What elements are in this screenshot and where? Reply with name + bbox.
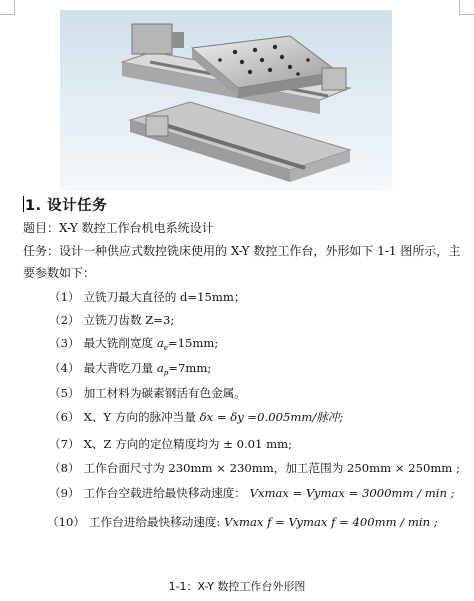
text-cursor [23,196,24,212]
param-item: （2） 立铣刀齿数 Z=3; [49,313,175,327]
param-item: （9） 工作台空载进给最快移动速度： Vxmax = Vymax = 3000mm / min ; [49,486,455,500]
subject-line: 题目：X-Y 数控工作台机电系统设计 [23,221,214,235]
param-item: （6） X、Y 方向的脉冲当量 δx = δy =0.005mm/脉冲; [49,410,344,424]
page-corner-mark [0,0,15,15]
figure-caption: 1-1：X-Y 数控工作台外形图 [168,580,306,593]
param-item: （3） 最大铣削宽度 $a_e=15mm$; [49,336,219,352]
param-item: （5） 加工材料为碳素钢活有色金属。 [49,386,246,400]
param-item: （7） X、Z 方向的定位精度均为 ± 0.01 mm; [49,437,292,451]
param-item: （8） 工作台面尺寸为 230mm × 230mm，加工范围为 250mm × 250mm ; [49,461,460,475]
task-line: 任务：设计一种供应式数控铣床使用的 X-Y 数控工作台，外形如下 1-1 图所示，主 [23,244,461,258]
param-item: （1） 立铣刀最大直径的 d=15mm； [49,290,246,304]
task-line-continued: 要参数如下： [23,266,96,280]
param-item: （10） 工作台进给最快移动速度: Vxmax f = Vymax f = 400mm / min ; [47,515,438,529]
section-heading: 1. 设计任务 [25,198,108,214]
xy-table-image [60,10,392,190]
param-item: （4） 最大背吃刀量 $a_p=7mm$; [49,361,212,377]
page-corner-mark [459,0,474,15]
